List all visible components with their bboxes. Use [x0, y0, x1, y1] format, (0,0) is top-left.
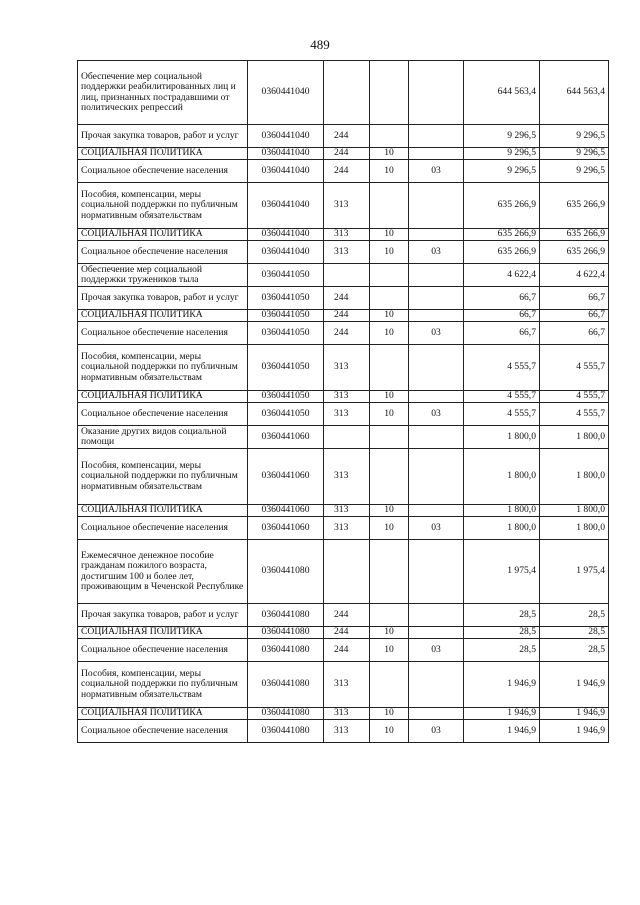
cell-amount-2: 66,7 [540, 322, 609, 345]
cell-expense-type: 244 [324, 287, 370, 310]
cell-section: 10 [370, 708, 409, 720]
cell-subsection: 03 [409, 160, 464, 183]
table-row [78, 345, 609, 391]
cell-amount-2: 4 555,7 [540, 345, 609, 391]
budget-table [77, 60, 609, 743]
cell-amount-2: 4 555,7 [540, 391, 609, 403]
cell-expense-type: 313 [324, 229, 370, 241]
cell-expense-type [324, 540, 370, 604]
cell-subsection: 03 [409, 322, 464, 345]
cell-amount-1: 635 266,9 [464, 183, 540, 229]
cell-section: 10 [370, 322, 409, 345]
cell-name: Прочая закупка товаров, работ и услуг [78, 125, 248, 148]
cell-amount-2: 28,5 [540, 639, 609, 662]
cell-amount-1: 66,7 [464, 310, 540, 322]
table-row [78, 61, 609, 125]
table-body [78, 61, 609, 743]
cell-subsection: 03 [409, 241, 464, 264]
cell-name: Обеспечение мер социальной поддержки тружеников тыла [78, 264, 248, 287]
cell-subsection [409, 264, 464, 287]
cell-expense-type: 313 [324, 403, 370, 426]
cell-amount-1: 28,5 [464, 604, 540, 627]
cell-name: Пособия, компенсации, меры социальной поддержки по публичным нормативным обязательствам [78, 183, 248, 229]
cell-expense-type: 244 [324, 160, 370, 183]
cell-amount-1: 1 800,0 [464, 449, 540, 505]
table-row [78, 160, 609, 183]
cell-target-code: 0360441080 [248, 604, 324, 627]
cell-name: Обеспечение мер социальной поддержки реабилитированных лиц и лиц, признанных пострадавшими от политических репрессий [78, 61, 248, 125]
cell-target-code: 0360441060 [248, 449, 324, 505]
table-row [78, 125, 609, 148]
cell-section [370, 287, 409, 310]
cell-section [370, 662, 409, 708]
table-row [78, 241, 609, 264]
cell-target-code: 0360441080 [248, 662, 324, 708]
cell-name: Социальное обеспечение населения [78, 639, 248, 662]
cell-name: Пособия, компенсации, меры социальной поддержки по публичным нормативным обязательствам [78, 345, 248, 391]
cell-amount-1: 4 555,7 [464, 345, 540, 391]
cell-subsection [409, 287, 464, 310]
cell-section: 10 [370, 241, 409, 264]
cell-amount-1: 4 555,7 [464, 391, 540, 403]
cell-amount-1: 1 946,9 [464, 720, 540, 743]
cell-expense-type: 313 [324, 720, 370, 743]
cell-amount-2: 4 622,4 [540, 264, 609, 287]
cell-expense-type: 244 [324, 310, 370, 322]
cell-amount-2: 1 800,0 [540, 426, 609, 449]
cell-amount-1: 66,7 [464, 322, 540, 345]
cell-section: 10 [370, 148, 409, 160]
cell-section: 10 [370, 627, 409, 639]
cell-subsection [409, 61, 464, 125]
cell-subsection [409, 229, 464, 241]
cell-name: Социальное обеспечение населения [78, 160, 248, 183]
table-row [78, 183, 609, 229]
cell-amount-1: 1 975,4 [464, 540, 540, 604]
cell-subsection [409, 449, 464, 505]
cell-target-code: 0360441060 [248, 426, 324, 449]
cell-subsection: 03 [409, 639, 464, 662]
cell-subsection [409, 183, 464, 229]
cell-amount-1: 1 946,9 [464, 662, 540, 708]
cell-expense-type: 313 [324, 449, 370, 505]
cell-expense-type: 313 [324, 505, 370, 517]
cell-expense-type [324, 426, 370, 449]
table-row [78, 264, 609, 287]
cell-amount-1: 635 266,9 [464, 229, 540, 241]
cell-target-code: 0360441040 [248, 61, 324, 125]
cell-amount-2: 66,7 [540, 287, 609, 310]
cell-name: СОЦИАЛЬНАЯ ПОЛИТИКА [78, 708, 248, 720]
cell-amount-1: 644 563,4 [464, 61, 540, 125]
cell-amount-2: 1 800,0 [540, 505, 609, 517]
cell-amount-1: 1 946,9 [464, 708, 540, 720]
cell-target-code: 0360441040 [248, 160, 324, 183]
cell-subsection [409, 540, 464, 604]
cell-amount-1: 1 800,0 [464, 517, 540, 540]
cell-amount-2: 635 266,9 [540, 229, 609, 241]
cell-name: СОЦИАЛЬНАЯ ПОЛИТИКА [78, 391, 248, 403]
cell-amount-1: 28,5 [464, 639, 540, 662]
cell-target-code: 0360441040 [248, 148, 324, 160]
cell-amount-2: 1 800,0 [540, 449, 609, 505]
cell-section: 10 [370, 505, 409, 517]
table-row [78, 287, 609, 310]
cell-section [370, 426, 409, 449]
cell-expense-type: 244 [324, 639, 370, 662]
cell-expense-type: 313 [324, 517, 370, 540]
cell-section [370, 449, 409, 505]
cell-amount-1: 9 296,5 [464, 148, 540, 160]
cell-target-code: 0360441050 [248, 403, 324, 426]
cell-subsection [409, 310, 464, 322]
table-row [78, 148, 609, 160]
cell-section: 10 [370, 403, 409, 426]
cell-section [370, 540, 409, 604]
cell-section: 10 [370, 391, 409, 403]
cell-name: Оказание других видов социальной помощи [78, 426, 248, 449]
cell-amount-1: 1 800,0 [464, 505, 540, 517]
cell-name: Социальное обеспечение населения [78, 517, 248, 540]
cell-subsection [409, 391, 464, 403]
cell-name: Социальное обеспечение населения [78, 720, 248, 743]
cell-amount-2: 1 946,9 [540, 708, 609, 720]
table-row [78, 426, 609, 449]
cell-section [370, 183, 409, 229]
cell-expense-type: 313 [324, 708, 370, 720]
cell-expense-type: 244 [324, 125, 370, 148]
cell-name: СОЦИАЛЬНАЯ ПОЛИТИКА [78, 148, 248, 160]
cell-subsection [409, 148, 464, 160]
table-row [78, 627, 609, 639]
cell-target-code: 0360441040 [248, 241, 324, 264]
cell-expense-type: 244 [324, 148, 370, 160]
table-row [78, 639, 609, 662]
table-row [78, 505, 609, 517]
cell-amount-2: 28,5 [540, 604, 609, 627]
cell-target-code: 0360441050 [248, 322, 324, 345]
cell-amount-1: 1 800,0 [464, 426, 540, 449]
cell-target-code: 0360441060 [248, 517, 324, 540]
cell-amount-2: 4 555,7 [540, 403, 609, 426]
cell-name: Прочая закупка товаров, работ и услуг [78, 287, 248, 310]
cell-section: 10 [370, 310, 409, 322]
cell-amount-2: 9 296,5 [540, 160, 609, 183]
cell-amount-2: 635 266,9 [540, 241, 609, 264]
cell-subsection [409, 662, 464, 708]
table-row [78, 310, 609, 322]
cell-amount-1: 635 266,9 [464, 241, 540, 264]
cell-section [370, 125, 409, 148]
cell-target-code: 0360441080 [248, 720, 324, 743]
table-row [78, 229, 609, 241]
cell-amount-1: 4 555,7 [464, 403, 540, 426]
cell-subsection [409, 627, 464, 639]
cell-amount-1: 66,7 [464, 287, 540, 310]
cell-name: Пособия, компенсации, меры социальной поддержки по публичным нормативным обязательствам [78, 449, 248, 505]
page-number: 489 [310, 37, 330, 52]
cell-amount-2: 635 266,9 [540, 183, 609, 229]
table-row [78, 662, 609, 708]
cell-expense-type: 313 [324, 391, 370, 403]
cell-section [370, 264, 409, 287]
cell-name: Ежемесячное денежное пособие гражданам пожилого возраста, достигшим 100 и более лет, проживающим в Чеченской Республике [78, 540, 248, 604]
cell-target-code: 0360441080 [248, 627, 324, 639]
table-row [78, 391, 609, 403]
cell-section [370, 604, 409, 627]
cell-section: 10 [370, 517, 409, 540]
cell-target-code: 0360441040 [248, 229, 324, 241]
cell-amount-2: 644 563,4 [540, 61, 609, 125]
table-row [78, 604, 609, 627]
cell-subsection [409, 345, 464, 391]
cell-target-code: 0360441050 [248, 264, 324, 287]
cell-section: 10 [370, 160, 409, 183]
cell-target-code: 0360441080 [248, 639, 324, 662]
cell-subsection [409, 505, 464, 517]
cell-expense-type: 313 [324, 662, 370, 708]
cell-subsection [409, 604, 464, 627]
cell-section: 10 [370, 720, 409, 743]
cell-name: СОЦИАЛЬНАЯ ПОЛИТИКА [78, 229, 248, 241]
table-row [78, 403, 609, 426]
cell-subsection [409, 426, 464, 449]
cell-amount-2: 66,7 [540, 310, 609, 322]
table-row [78, 720, 609, 743]
cell-expense-type: 244 [324, 627, 370, 639]
cell-expense-type: 244 [324, 322, 370, 345]
cell-name: СОЦИАЛЬНАЯ ПОЛИТИКА [78, 310, 248, 322]
cell-expense-type [324, 264, 370, 287]
cell-amount-1: 9 296,5 [464, 160, 540, 183]
cell-subsection: 03 [409, 720, 464, 743]
cell-amount-2: 9 296,5 [540, 148, 609, 160]
cell-name: Социальное обеспечение населения [78, 403, 248, 426]
cell-amount-2: 1 800,0 [540, 517, 609, 540]
table-row [78, 540, 609, 604]
cell-target-code: 0360441050 [248, 391, 324, 403]
cell-amount-2: 1 946,9 [540, 662, 609, 708]
cell-expense-type [324, 61, 370, 125]
cell-section [370, 61, 409, 125]
cell-target-code: 0360441060 [248, 505, 324, 517]
cell-section: 10 [370, 229, 409, 241]
cell-target-code: 0360441050 [248, 310, 324, 322]
cell-amount-2: 28,5 [540, 627, 609, 639]
cell-subsection [409, 708, 464, 720]
cell-expense-type: 244 [324, 604, 370, 627]
cell-subsection: 03 [409, 403, 464, 426]
cell-subsection: 03 [409, 517, 464, 540]
table-row [78, 517, 609, 540]
cell-name: Прочая закупка товаров, работ и услуг [78, 604, 248, 627]
table-row [78, 449, 609, 505]
cell-amount-1: 9 296,5 [464, 125, 540, 148]
cell-amount-2: 1 946,9 [540, 720, 609, 743]
cell-name: Социальное обеспечение населения [78, 241, 248, 264]
cell-name: СОЦИАЛЬНАЯ ПОЛИТИКА [78, 627, 248, 639]
cell-subsection [409, 125, 464, 148]
cell-section: 10 [370, 639, 409, 662]
cell-name: Социальное обеспечение населения [78, 322, 248, 345]
cell-amount-2: 1 975,4 [540, 540, 609, 604]
cell-expense-type: 313 [324, 345, 370, 391]
cell-target-code: 0360441080 [248, 708, 324, 720]
cell-target-code: 0360441040 [248, 183, 324, 229]
cell-expense-type: 313 [324, 183, 370, 229]
cell-target-code: 0360441080 [248, 540, 324, 604]
cell-amount-1: 28,5 [464, 627, 540, 639]
cell-amount-2: 9 296,5 [540, 125, 609, 148]
cell-name: СОЦИАЛЬНАЯ ПОЛИТИКА [78, 505, 248, 517]
cell-expense-type: 313 [324, 241, 370, 264]
cell-amount-1: 4 622,4 [464, 264, 540, 287]
cell-target-code: 0360441050 [248, 345, 324, 391]
table-row [78, 708, 609, 720]
cell-name: Пособия, компенсации, меры социальной поддержки по публичным нормативным обязательствам [78, 662, 248, 708]
cell-target-code: 0360441050 [248, 287, 324, 310]
cell-section [370, 345, 409, 391]
cell-target-code: 0360441040 [248, 125, 324, 148]
table-row [78, 322, 609, 345]
